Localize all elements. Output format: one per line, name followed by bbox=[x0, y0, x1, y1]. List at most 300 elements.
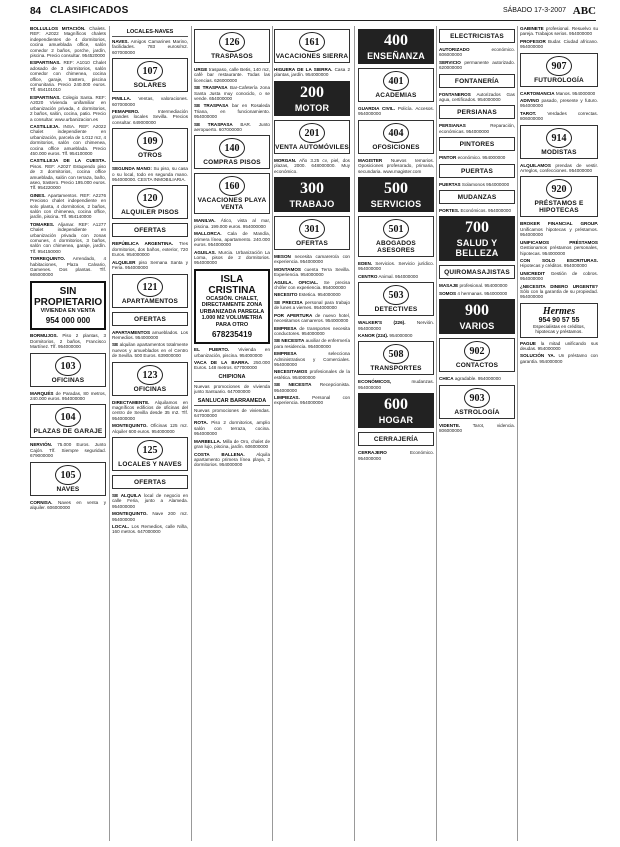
ad-text: económico. 954000000 bbox=[457, 155, 506, 161]
classified-ad bbox=[30, 391, 106, 402]
ad-lead: PROFESOR bbox=[520, 38, 546, 44]
newspaper-logo: ABC bbox=[572, 5, 596, 17]
category-name: COMPRAS PISOS bbox=[203, 159, 261, 167]
ad-text: Hipotecas y créditos. 954000000 bbox=[520, 263, 587, 269]
category-number: 109 bbox=[137, 131, 163, 151]
ad-text: Se precisa chófer con experiencia. 954000000 bbox=[274, 279, 350, 291]
category-number: 301 bbox=[299, 219, 325, 239]
classified-ad bbox=[30, 158, 106, 190]
ad-text: Tres dormitorios, dos baños, exterior, 720 Euros. 954000000 bbox=[112, 241, 188, 258]
ad-lead: MANILVA. bbox=[194, 218, 216, 224]
column-divider bbox=[354, 26, 355, 841]
classified-ad bbox=[520, 284, 598, 300]
section-title: CLASIFICADOS bbox=[50, 5, 129, 16]
ad-text: Recepcionista. 954000000 bbox=[274, 382, 350, 393]
classified-ad bbox=[274, 326, 350, 337]
category-heading bbox=[30, 404, 106, 438]
ad-lead: NAVES. bbox=[112, 39, 129, 44]
classified-ad bbox=[112, 260, 188, 271]
category-name: ACADEMIAS bbox=[375, 92, 417, 99]
category-heading bbox=[274, 216, 350, 250]
classified-ad bbox=[112, 342, 188, 358]
ad-text: Amigos Camarines Marino, facilidades. 783 euros/m2. 607000000 bbox=[112, 39, 188, 55]
ad-lead: PAGUE bbox=[520, 340, 536, 346]
category-number: 401 bbox=[383, 71, 409, 91]
ad-text: de nuevo hotel, necesitamos camareros. 954000000 bbox=[274, 312, 350, 324]
ad-lead: PINTOR bbox=[439, 155, 457, 161]
hermes-text: Especialistas en créditos, hipotecas y préstamos. bbox=[533, 323, 585, 335]
display-ad-title: SIN PROPIETARIO bbox=[34, 285, 103, 308]
category-heading bbox=[112, 437, 188, 471]
ad-text: Año 3.25 cv, piel, dos plazas, 2000. 648000000. Muy económico. bbox=[274, 157, 350, 174]
ad-text: Murcia. Urbanización La Loma, pisos de 2 dormitorios. 954000000 bbox=[194, 249, 270, 266]
ad-text: Aljamar. REF: A1277 Chalet independiente en urbanización privada con zonas comunes, 4 dormitorios, 3 baños, salón con chimenea, garaje, jardín. Tlf. 954150000 bbox=[30, 221, 106, 254]
ad-text: Nuevas promociones de vivienda junto Santuario. 647000000 bbox=[194, 383, 270, 395]
ad-lead: MARQUÉS bbox=[30, 390, 54, 396]
classified-ad bbox=[274, 67, 350, 78]
classified-ad bbox=[274, 382, 350, 393]
category-name: ELECTRICISTAS bbox=[450, 33, 504, 40]
classified-ad bbox=[194, 360, 270, 371]
ad-lead: PINILLA. bbox=[112, 96, 132, 102]
classified-ad bbox=[439, 123, 515, 134]
ad-text: pasado, presente y futuro. 954000000 bbox=[520, 98, 598, 109]
category-heading bbox=[358, 120, 434, 154]
category-name: OFICINAS bbox=[133, 385, 167, 393]
category-name: MOTOR bbox=[294, 102, 330, 113]
column-7 bbox=[520, 26, 598, 841]
category-heading bbox=[358, 177, 434, 212]
ad-text: Apartamentos. REF: A2276 Precioso chalet independiente en solo planta, 4 dormitorios, 2 baños, salón con chimenea, cocina office, jardín, piscina. Tlf. 954140000 bbox=[30, 192, 106, 220]
classified-ad bbox=[194, 384, 270, 395]
column-1 bbox=[30, 26, 106, 841]
category-name: OFERTAS bbox=[134, 227, 166, 235]
ad-lead: SE TRASPASA bbox=[194, 103, 229, 109]
ad-lead: MALLORCA. bbox=[194, 231, 222, 237]
classified-ad bbox=[274, 280, 350, 291]
category-name: LOCALES Y NAVES bbox=[118, 460, 182, 468]
column-3 bbox=[194, 26, 270, 841]
ad-text: Cala de Mandía, primera línea, apartamento. 240.000 euros. 954000000 bbox=[194, 231, 270, 248]
classified-ad bbox=[358, 158, 434, 174]
classified-ad bbox=[30, 124, 106, 156]
ad-lead: MONTEQUINTO. bbox=[112, 423, 148, 429]
ad-lead: CON SOLO ESCRITURAS. bbox=[520, 257, 598, 263]
ad-text: 250.000 Euros. 148 metros. 677000000 bbox=[194, 360, 270, 371]
category-heading bbox=[30, 353, 106, 387]
ad-text: Pisos. REF: A2027 Estupendo piso de 3 dormitorios, cocina office amueblada, salón con terraza, baño, aseo, trastero. Precio 195.000 euros. Tlf. 954220000 bbox=[30, 163, 106, 191]
ad-text: personal para trabajo de lunes a viernes. 954000000 bbox=[274, 299, 350, 311]
ad-lead: MONTAMOS bbox=[274, 266, 301, 272]
ad-text: Casa 2 plantas, jardín. 954000000 bbox=[274, 67, 350, 78]
category-name: MODISTAS bbox=[541, 148, 577, 156]
classified-ad bbox=[194, 85, 270, 101]
category-number: 903 bbox=[464, 388, 490, 408]
ad-lead: FEMAPERO. bbox=[112, 109, 140, 115]
ad-text: Piso 2 dormitorios, amplio salón con terraza, cocina. 954000000 bbox=[194, 420, 270, 437]
issue-date: SÁBADO 17-3-2007 bbox=[502, 7, 566, 14]
classified-ad bbox=[520, 258, 598, 269]
category-name: VENTA AUTOMÓVILES bbox=[275, 143, 349, 151]
classified-ad bbox=[274, 267, 350, 278]
category-name: OTROS bbox=[137, 152, 163, 160]
classified-ad bbox=[194, 250, 270, 266]
ad-lead: MASAJE bbox=[439, 283, 459, 289]
ad-text: Económicos. 954000000 bbox=[460, 208, 512, 214]
ad-lead: TORREQUINTO. bbox=[30, 256, 66, 262]
ad-text: Milla de Oro, chalet de gran lujo, piscina, jardín. 606000000 bbox=[194, 438, 270, 450]
ad-text: Los Remedios, calle Niña, 160 metros. 647000000 bbox=[112, 524, 188, 535]
category-heading bbox=[358, 29, 434, 64]
category-heading bbox=[112, 128, 188, 162]
ad-text: Unificamos hipotecas y préstamos. 954000000 bbox=[520, 226, 598, 238]
category-name: TRANSPORTES bbox=[370, 365, 422, 373]
ad-text: Estetica. 954000000 bbox=[298, 292, 341, 298]
classified-ad bbox=[112, 493, 188, 509]
display-ad bbox=[30, 281, 106, 331]
ad-lead: BORMUJOS. bbox=[30, 333, 58, 339]
ad-text: Alquilamos en magníficos edificios de oficinas del centro de Sevilla desde 35 m2. Tlf. 954000000 bbox=[112, 399, 188, 421]
ad-text: Oficinas 125 m2. Alquiler 600 euros. 954000000 bbox=[112, 423, 188, 434]
classified-ad bbox=[358, 379, 434, 390]
category-number: 107 bbox=[137, 61, 163, 81]
category-name: FUTUROLOGÍA bbox=[534, 76, 584, 84]
category-number: 600 bbox=[384, 396, 408, 414]
ad-text: Autorizados Gas agua, certificados. 954000000 bbox=[439, 91, 515, 103]
classified-ad bbox=[112, 109, 188, 125]
ad-lead: ESPARTINAS. bbox=[30, 60, 61, 66]
category-name: DETECTIVES bbox=[374, 306, 418, 314]
column-6 bbox=[439, 26, 515, 841]
category-heading bbox=[194, 173, 270, 214]
ad-lead: BOLLULLOS MITACIÓN. bbox=[30, 26, 86, 31]
ad-text: profesional. 954000000 bbox=[459, 283, 508, 289]
classified-ad bbox=[194, 439, 270, 450]
ad-lead: CORNISA. bbox=[30, 499, 53, 505]
classified-ad bbox=[358, 261, 434, 272]
classified-ad bbox=[274, 313, 350, 324]
category-heading bbox=[439, 216, 515, 261]
classified-ad bbox=[439, 155, 515, 160]
category-name: CONTACTOS bbox=[455, 362, 499, 370]
ad-lead: SE TRASPASA bbox=[194, 121, 233, 127]
subsection-heading: LOCALES-NAVES bbox=[112, 29, 188, 37]
ad-lead: MORGAN. bbox=[274, 157, 297, 163]
category-name: PUERTAS bbox=[461, 167, 493, 175]
ad-text: agradable. 954000000 bbox=[454, 376, 501, 382]
classified-ad bbox=[112, 96, 188, 107]
ad-text: Ático, vista al mar, piscina. 199.000 euros. 954000000 bbox=[194, 218, 270, 229]
ad-lead: ALQUILER bbox=[112, 259, 136, 265]
ad-text: Solamonos 954000000 bbox=[461, 181, 510, 187]
category-heading bbox=[112, 362, 188, 396]
classified-ad bbox=[112, 241, 188, 257]
category-heading bbox=[439, 385, 515, 419]
classified-ad bbox=[30, 333, 106, 349]
ad-text: Su piso, su casa o su local, todo en segunda mano. 954000000. CESTA INMOBILIARIA. bbox=[112, 166, 188, 183]
subsection-heading: CHIPIONA bbox=[194, 374, 270, 382]
category-heading bbox=[112, 223, 188, 237]
classified-ad bbox=[439, 283, 515, 288]
ad-text: Ventas, valoraciones. 607000000 bbox=[112, 96, 188, 107]
category-name: FONTANERÍA bbox=[454, 77, 500, 85]
category-name: VACACIONES PLAYA VENTA bbox=[197, 197, 267, 212]
category-number: 121 bbox=[137, 277, 163, 297]
category-name: ENSEÑANZA bbox=[367, 51, 425, 61]
ad-text: la mitad unificando sus deudas. 954000000 bbox=[520, 340, 598, 351]
ad-lead: GUARDIA CIVIL. bbox=[358, 106, 396, 111]
ad-lead: ESPARTINAS. bbox=[30, 94, 61, 100]
category-heading bbox=[520, 176, 598, 217]
classified-ad bbox=[520, 98, 598, 109]
classified-ad bbox=[30, 95, 106, 122]
classified-ad bbox=[520, 353, 598, 364]
ad-text: Tarot, videncia. 806000000 bbox=[439, 422, 515, 434]
ad-text: Vivienda en urbanización, piscina. 954000000 bbox=[194, 347, 270, 358]
category-heading bbox=[274, 29, 350, 63]
category-name: SERVICIOS bbox=[370, 199, 422, 210]
ad-text: Intermediación grandes locales Sevilla. Precios consultar. 649000000 bbox=[112, 109, 188, 125]
ad-text: piso Semana Santa y Feria. 954000000 bbox=[112, 259, 188, 271]
classified-ad bbox=[520, 271, 598, 282]
category-heading bbox=[194, 135, 270, 169]
ad-lead: EL PUERTO. bbox=[194, 347, 230, 353]
classified-ad bbox=[112, 423, 188, 434]
classified-ad bbox=[194, 218, 270, 229]
classified-ad bbox=[112, 400, 188, 422]
classified-ad bbox=[30, 60, 106, 92]
display-ad-title: ISLA CRISTINA bbox=[208, 273, 256, 296]
ad-lead: BROKER FINANCIAL GROUP. bbox=[520, 221, 598, 227]
ad-text: Servicios. Servicio jurídico. 954000000 bbox=[358, 261, 434, 272]
display-ad-subtitle: VIVIENDA EN VENTA bbox=[40, 307, 96, 314]
ad-lead: TAROT. bbox=[520, 110, 537, 116]
category-number: 300 bbox=[300, 180, 324, 198]
classified-ad bbox=[194, 103, 270, 119]
ad-text: Nuevos temarios. Oposiciones profesorado, primaria, secundaria. www.magister.com bbox=[358, 157, 434, 174]
ad-lead: DIRECTAMENTE. bbox=[112, 399, 150, 405]
category-name: PRÉSTAMOS E HIPOTECAS bbox=[534, 200, 584, 215]
ad-lead: UNICREDIT bbox=[520, 270, 546, 276]
classified-ad bbox=[112, 524, 188, 535]
category-name: HOGAR bbox=[378, 415, 414, 426]
ad-text: 4 hermanas. 954000000 bbox=[457, 290, 508, 296]
ad-text: Sólo con la garantía de su propiedad. 954000000 bbox=[520, 288, 598, 300]
ad-text: Piso 2 plantas, 3 Dormitorios, 2 baños, Francisco Martínez. Tlf. 954000000 bbox=[30, 333, 106, 350]
category-heading bbox=[439, 299, 515, 334]
category-heading bbox=[439, 74, 515, 88]
ad-text: Animal. 954000000 bbox=[378, 273, 419, 279]
category-name: PERSIANAS bbox=[457, 109, 497, 117]
ad-lead: MARBELLA. bbox=[194, 438, 222, 444]
classified-ad bbox=[30, 193, 106, 220]
classified-ad bbox=[194, 452, 270, 468]
classified-ad bbox=[520, 111, 598, 122]
classified-ad bbox=[274, 300, 350, 311]
classified-ad bbox=[112, 330, 188, 341]
ad-lead: MESON bbox=[274, 254, 291, 260]
category-name: TRABAJO bbox=[289, 199, 335, 210]
display-ad-phone: 954 000 000 bbox=[45, 316, 91, 326]
category-heading bbox=[358, 393, 434, 428]
ad-lead: VIDENTE. bbox=[439, 422, 461, 428]
classified-ad bbox=[112, 511, 188, 522]
classified-ad bbox=[439, 376, 515, 381]
classified-ad bbox=[274, 158, 350, 174]
column-divider bbox=[191, 26, 192, 841]
category-number: 700 bbox=[465, 219, 489, 237]
ad-lead: PERSIANAS bbox=[439, 123, 466, 129]
classified-ad bbox=[439, 47, 515, 58]
category-number: 914 bbox=[546, 128, 572, 148]
ad-text: alquilan apartamentos totalmente nuevos y amueblados en el Centro de Sevilla. 500 Euros. 639000000 bbox=[112, 342, 188, 359]
ad-text: Policía. Accesos. 954000000 bbox=[358, 106, 434, 117]
ad-text: traspaso, calle Betis, 140 m2, café bar restaurante. Todas las licencias. 626000000 bbox=[194, 67, 270, 83]
ad-lead: SE NECESITA bbox=[274, 338, 305, 344]
category-name: ABOGADOS ASESORES bbox=[376, 240, 416, 255]
ad-lead: CASTILLEJA DE LA CUESTA. bbox=[30, 158, 106, 164]
ad-text: Naves en venta y alquiler. 606000000 bbox=[30, 499, 106, 511]
category-name: CERRAJERÍA bbox=[373, 436, 419, 444]
category-heading bbox=[194, 29, 270, 63]
ad-text: prendas de vestir. Arreglos, confecciones. 954000000 bbox=[520, 162, 598, 174]
classified-ad bbox=[439, 92, 515, 103]
ad-text: Gestionamos préstamos personales, hipotecas. 954000000 bbox=[520, 245, 598, 256]
category-name: ASTROLOGÍA bbox=[454, 408, 500, 416]
ad-text: profesional. Resuelvo su pareja. Trabajos serios. 954000000 bbox=[520, 26, 598, 37]
ad-lead: PUERTAS bbox=[439, 181, 461, 187]
ad-text: Económico. 954000000 bbox=[358, 450, 434, 461]
ad-lead: APARTAMENTOS bbox=[112, 329, 151, 335]
category-name: VARIOS bbox=[459, 321, 495, 332]
ad-lead: ADIVINO bbox=[520, 98, 540, 104]
ad-lead: MONTEQUINTO. bbox=[112, 511, 148, 517]
classified-ad bbox=[274, 338, 350, 349]
subsection-heading: SANLUCAR BARRAMEDA bbox=[194, 398, 270, 406]
classified-ad bbox=[112, 39, 188, 55]
category-name: QUIROMASAJISTAS bbox=[444, 269, 510, 277]
category-heading bbox=[358, 68, 434, 102]
category-heading bbox=[439, 190, 515, 204]
ad-lead: GINES. bbox=[30, 192, 46, 198]
column-divider bbox=[272, 26, 273, 841]
ad-lead: NERVIÓN. bbox=[30, 442, 53, 448]
category-heading bbox=[358, 216, 434, 257]
category-name: SALUD Y BELLEZA bbox=[455, 238, 499, 259]
ad-lead: CARTOMANCIA bbox=[520, 90, 555, 96]
ad-lead: ECONÓMICOS, bbox=[358, 379, 392, 385]
category-heading bbox=[112, 185, 188, 219]
ad-lead: NECESITAMOS bbox=[274, 369, 308, 375]
classified-ad bbox=[358, 333, 434, 338]
ad-text: Un préstamo con garantía. 954000000 bbox=[520, 353, 598, 364]
classified-ad bbox=[30, 256, 106, 278]
classified-ad bbox=[439, 423, 515, 434]
category-name: MUDANZAS bbox=[457, 194, 497, 202]
category-heading bbox=[112, 312, 188, 326]
ad-text: amueblados. Los Remedios. 954000000 bbox=[112, 329, 188, 340]
category-number: 400 bbox=[384, 32, 408, 49]
ad-lead: KANOR (224). bbox=[358, 333, 389, 339]
ad-text: de transportes necesita conductores. 954000000 bbox=[274, 325, 350, 336]
ad-text: REF: A1010 Chalet adosado de 3 dormitorios, salón comedor con chimenea, cocina office, garaje, trastero, piscina comunitaria. Precio 240.000 euros. Tlf. 654101010 bbox=[30, 60, 106, 93]
category-name: APARTAMENTOS bbox=[121, 297, 179, 305]
ad-lead: HIGUERA DE LA SIERRA. bbox=[274, 67, 333, 72]
classified-ad bbox=[358, 106, 434, 117]
category-name: ALQUILER PISOS bbox=[121, 209, 179, 217]
category-name: SOLARES bbox=[133, 82, 167, 90]
ad-lead: NECESITO bbox=[274, 292, 298, 298]
ad-text: Bar-Cafetería zona Santa Justa muy conocido, o se vende. 654000000 bbox=[194, 85, 270, 102]
hermes-logo: Hermes bbox=[542, 305, 576, 317]
category-heading bbox=[439, 265, 515, 279]
category-heading bbox=[358, 341, 434, 375]
classified-ad bbox=[194, 347, 270, 358]
ad-text: Manos. 954000000 bbox=[555, 90, 596, 96]
ad-text: de Paradas, 80 metros, 240.000 euros. 954000000 bbox=[30, 390, 106, 401]
category-heading bbox=[520, 53, 598, 87]
ad-text: Arrendado, 4 habitaciones, Plaza Calvario, Gamenes. Dos plantas. Tlf. 665000000 bbox=[30, 256, 106, 278]
column-divider bbox=[436, 26, 437, 841]
display-ad-phone: 678235419 bbox=[211, 330, 253, 340]
category-number: 140 bbox=[219, 138, 245, 158]
ad-lead: SERVICIO bbox=[439, 59, 461, 65]
column-divider bbox=[109, 26, 110, 841]
ad-text: auxiliar de enfermería para residencia. 954000000 bbox=[274, 338, 350, 349]
ad-text: permanente autorizado. 620000000 bbox=[439, 59, 515, 71]
category-heading bbox=[439, 338, 515, 372]
category-number: 105 bbox=[55, 465, 81, 485]
ad-lead: POR APERTURA bbox=[274, 312, 313, 318]
page-number: 84 bbox=[30, 6, 42, 17]
category-number: 103 bbox=[55, 356, 81, 376]
category-number: 161 bbox=[299, 32, 325, 52]
ad-lead: GABINETE bbox=[520, 26, 544, 31]
ad-text: cuenta Terra Sevilla. Experiencia. 954000000 bbox=[274, 266, 350, 278]
classified-ad bbox=[520, 39, 598, 50]
display-ad bbox=[194, 269, 270, 345]
ad-text: Verdades correctas. 806000000 bbox=[520, 110, 598, 122]
ad-lead: MAGISTER bbox=[358, 157, 383, 163]
ad-lead: UNIFICAMOS PRÉSTAMOS bbox=[520, 239, 598, 245]
category-number: 508 bbox=[383, 344, 409, 364]
category-number: 404 bbox=[383, 123, 409, 143]
category-number: 907 bbox=[546, 56, 572, 76]
ad-text: 954000000 bbox=[389, 333, 413, 339]
category-heading bbox=[358, 282, 434, 316]
ad-text: INSA. REF: A2022 Chalet independiente en urbanización, parcela de 1.012 m2, 4 dormitorios, salón con chimenea, cocina office amueblada. Precio 450.000 euros. Tlf. 954100000 bbox=[30, 123, 106, 156]
category-heading bbox=[274, 81, 350, 116]
ad-lead: SE TRASPASA bbox=[194, 85, 228, 91]
ad-lead: WALKER'S (226). bbox=[358, 320, 406, 326]
classified-ad bbox=[520, 240, 598, 256]
classified-ad bbox=[194, 420, 270, 436]
category-number: 500 bbox=[384, 180, 408, 198]
classified-ad bbox=[30, 222, 106, 254]
column-5 bbox=[358, 26, 434, 841]
category-name: OFERTAS bbox=[134, 478, 166, 486]
ad-lead: REPÚBLICA ARGENTINA. bbox=[112, 241, 174, 247]
ad-lead: LIMPIEZAS. bbox=[274, 394, 300, 400]
category-heading bbox=[112, 274, 188, 308]
ad-lead: CASTILLEJA. bbox=[30, 123, 60, 129]
classified-ad bbox=[30, 26, 106, 58]
ad-text: Alquila apartamento primera línea playa, 2 dormitorios. 954000000 bbox=[194, 451, 270, 468]
ad-text: necesita camarero/a con experiencia. 954000000 bbox=[274, 254, 350, 265]
ad-lead: AUTORIZADO bbox=[439, 47, 470, 52]
classified-ad bbox=[112, 166, 188, 182]
classified-ad bbox=[358, 320, 434, 331]
